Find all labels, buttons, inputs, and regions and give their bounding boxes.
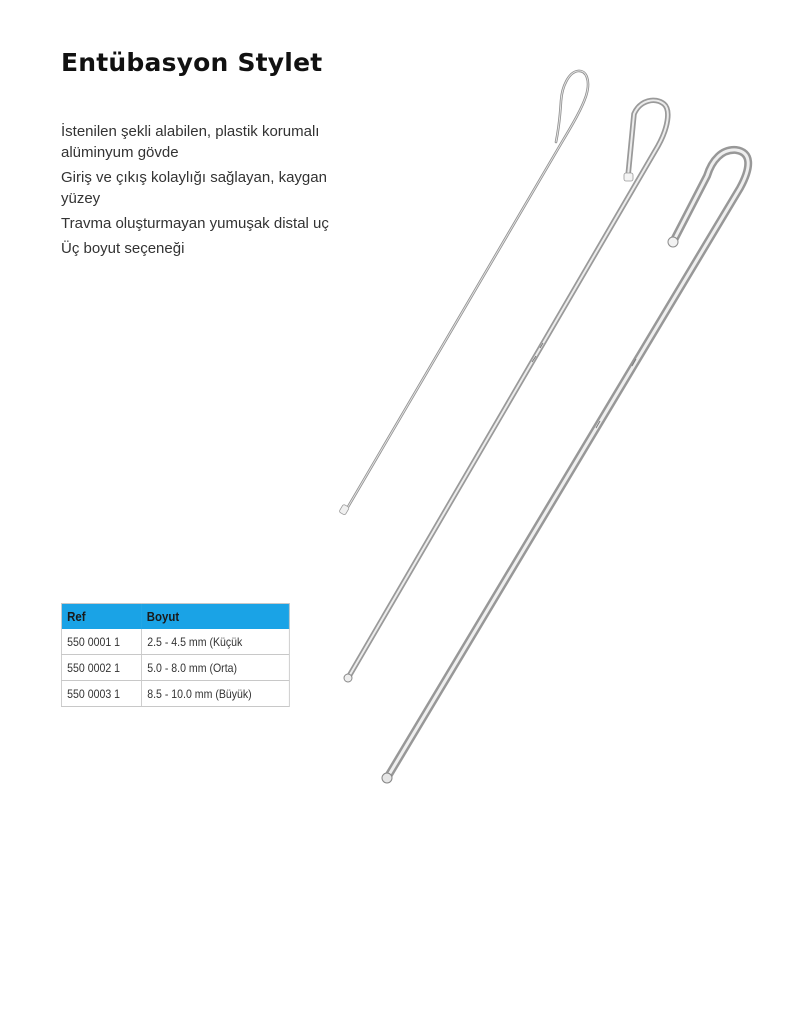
stylet-large-rod [387, 150, 748, 778]
stylet-small-wire [345, 71, 588, 512]
feature-item: Travma oluşturmayan yumuşak distal uç [61, 215, 329, 232]
stylet-large-end-cap [668, 237, 678, 247]
stylet-small [339, 71, 588, 515]
stylet-large [382, 150, 748, 783]
page-title: Entübasyon Stylet [61, 48, 323, 77]
stylet-medium-end-cap [624, 173, 633, 181]
table-cell-ref: 550 0001 1 [61, 629, 141, 655]
size-table [61, 603, 290, 707]
table-row [61, 681, 289, 707]
table-cell-size: 2.5 - 4.5 mm (Küçük [142, 629, 290, 655]
stylet-large-tip [382, 773, 392, 783]
feature-item: Üç boyut seçeneği [61, 240, 185, 257]
table-header-ref: Ref [61, 604, 141, 630]
stylet-medium-tip [344, 674, 352, 682]
table-cell-size: 8.5 - 10.0 mm (Büyük) [142, 681, 290, 707]
table-row [61, 655, 289, 681]
feature-item: İstenilen şekli alabilen, plastik korumalı alüminyum gövde [61, 123, 320, 161]
table-header-size: Boyut [142, 604, 290, 630]
table-row [61, 629, 289, 655]
table-cell-ref: 550 0002 1 [61, 655, 141, 681]
table-cell-ref: 550 0003 1 [61, 681, 141, 707]
feature-item: Giriş ve çıkış kolaylığı sağlayan, kaygan yüzey [61, 169, 327, 207]
table-header-row [61, 604, 289, 630]
table-cell-size: 5.0 - 8.0 mm (Orta) [142, 655, 290, 681]
